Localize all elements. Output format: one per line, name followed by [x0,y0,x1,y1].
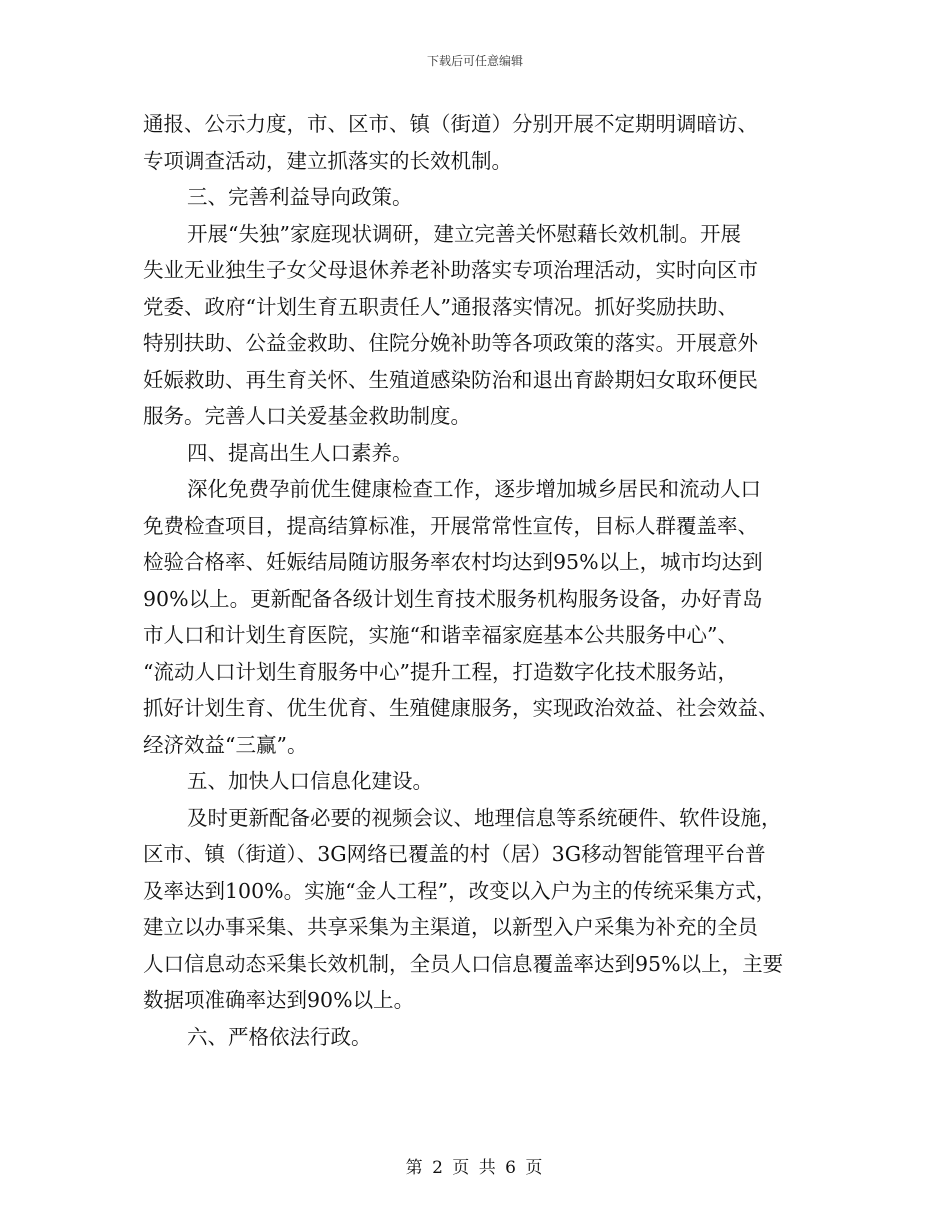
text-line: 免费检查项目，提高结算标准，开展常常性宣传，目标人群覆盖率、 [143,513,758,538]
text-line: 失业无业独生子女父母退休养老补助落实专项治理活动，实时向区市 [143,258,758,282]
text-line: 通报、公示力度，市、区市、镇（街道）分别开展不定期明调暗访、 [143,112,758,136]
text-line: 检验合格率、妊娠结局随访服务率农村均达到95%以上，城市均达到 [143,550,763,574]
text-line: 建立以办事采集、共享采集为主渠道，以新型入户采集为补充的全员 [143,915,758,939]
text-line: 党委、政府“计划生育五职责任人”通报落实情况。抓好奖励扶助、 [143,294,738,319]
section-heading: 三、完善利益导向政策。 [187,185,413,209]
text-line: 经济效益“三赢”。 [143,732,308,757]
text-line: 人口信息动态采集长效机制，全员人口信息覆盖率达到95%以上，主要 [143,951,784,976]
text-line: 专项调查活动，建立抓落实的长效机制。 [143,148,512,173]
text-line: 区市、镇（街道）、3G网络已覆盖的村（居）3G移动智能管理平台普 [143,842,766,866]
text-line: 及率达到100%。实施“金人工程”，改变以入户为主的传统采集方式， [143,878,777,903]
text-line: 服务。完善人口关爱基金救助制度。 [143,404,471,428]
text-line: 90%以上。更新配备各级计划生育技术服务机构服务设备，办好青岛 [143,586,763,611]
section-heading: 五、加快人口信息化建设。 [187,769,433,793]
text-line: 市人口和计划生育医院，实施“和谐幸福家庭基本公共服务中心”、 [143,623,738,647]
text-line: 数据项准确率达到90%以上。 [143,988,415,1012]
page-footer: 第 2 页 共 6 页 [405,1158,545,1178]
section-heading: 四、提高出生人口素养。 [187,440,413,465]
text-line: “流动人口计划生育服务中心”提升工程，打造数字化技术服务站， [143,659,738,684]
document-body [143,106,811,1055]
text-line: 妊娠救助、再生育关怀、生殖道感染防治和退出育龄期妇女取环便民 [143,367,758,392]
text-line: 特别扶助、公益金救助、住院分娩补助等各项政策的落实。开展意外 [143,331,758,355]
text-line: 开展“失独”家庭现状调研，建立完善关怀慰藉长效机制。开展 [187,221,741,246]
page-header: 下载后可任意编辑 [426,54,523,68]
text-line: 深化免费孕前优生健康检查工作，逐步增加城乡居民和流动人口 [187,477,761,501]
text-line: 抓好计划生育、优生优育、生殖健康服务，实现政治效益、社会效益、 [143,696,779,720]
text-line: 及时更新配备必要的视频会议、地理信息等系统硬件、软件设施， [187,805,782,830]
section-heading: 六、严格依法行政。 [187,1024,372,1049]
